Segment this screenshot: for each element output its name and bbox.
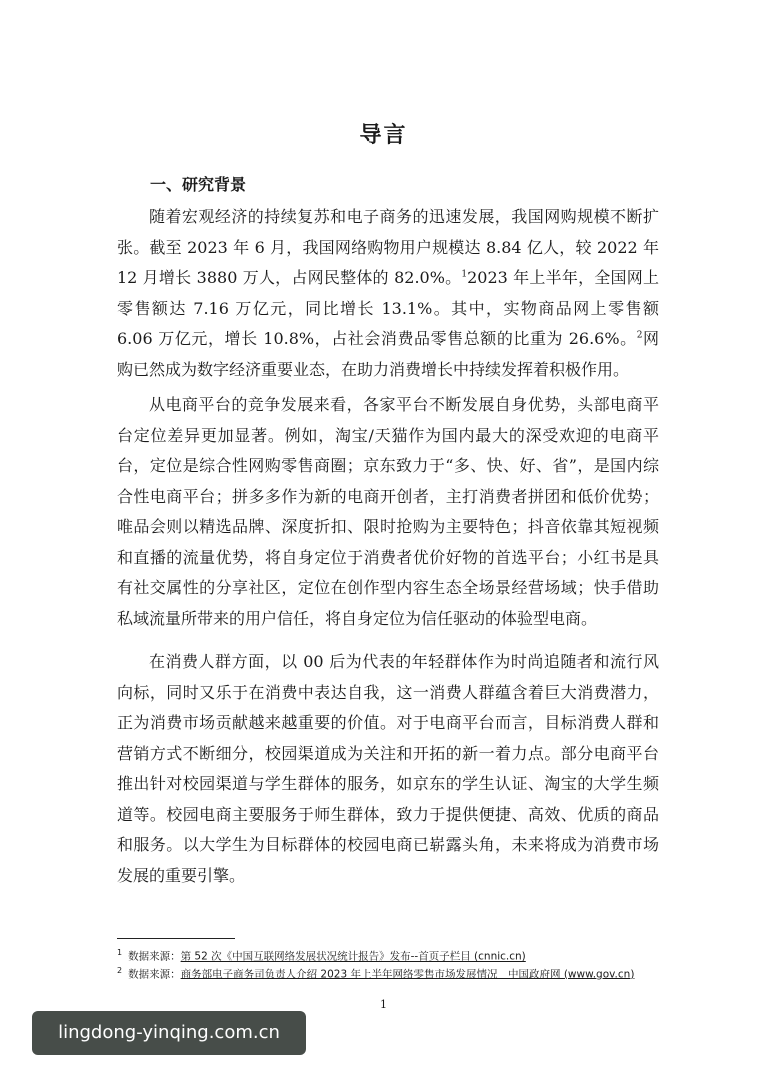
footnote-1-number: 1 [117, 948, 123, 957]
footnote-1 [117, 946, 677, 964]
footnote-1-link[interactable]: 第 52 次《中国互联网络发展状况统计报告》发布--首页子栏目 (cnnic.cn) [180, 950, 526, 963]
footnote-2-prefix: 数据来源： [128, 968, 181, 980]
footnote-divider [117, 938, 235, 939]
paragraph-3-text: 在消费人群方面，以 00 后为代表的年轻群体作为时尚追随者和流行风向标，同时又乐于在消费中表达自我，这一消费人群蕴含着巨大消费潜力，正为消费市场贡献越来越重要的价值。对于电商平台而言，目标消费人群和营销方式不断细分，校园渠道成为关注和开拓的新一着力点。部分电商平台推出针对校园渠道与学生群体的服务，如京东的学生认证、淘宝的大学生频道等。校园电商主要服务于师生群体，致力于提供便捷、高效、优质的商品和服务。以大学生为目标群体的校园电商已崭露头角，未来将成为消费市场发展的重要引擎。 [117, 652, 659, 885]
paragraph-2-text: 从电商平台的竞争发展来看，各家平台不断发展自身优势，头部电商平台定位差异更加显著。例如，淘宝/天猫作为国内最大的深受欢迎的电商平台，定位是综合性网购零售商圈；京东致力于“多、快、好、省”，是国内综合性电商平台；拼多多作为新的电商开创者，主打消费者拼团和低价优势；唯品会则以精选品牌、深度折扣、限时抢购为主要特色；抖音依靠其短视频和直播的流量优势，将自身定位于消费者优价好物的首选平台；小红书是具有社交属性的分享社区，定位在创作型内容生态全场景经营场域；快手借助私域流量所带来的用户信任，将自身定位为信任驱动的体验型电商。 [117, 395, 659, 628]
paragraph-2 [117, 390, 659, 634]
footnote-1-prefix: 数据来源： [128, 950, 181, 963]
footnote-2-number: 2 [117, 965, 123, 975]
paragraph-3 [117, 647, 659, 891]
paragraph-1-part-2: 2023 年上半年，全国网上零售额达 7.16 万亿元，同比增长 13.1%。其中，实物商品网上零售额 6.06 万亿元，增长 10.8%，占社会消费品零售总额的比重为 26.6%。 [117, 268, 659, 348]
page-title: 导言 [359, 122, 408, 148]
footnote-ref-2[interactable]: 2 [636, 330, 643, 341]
watermark-badge: lingdong-yinqing.com.cn [32, 1011, 306, 1055]
footnote-2 [117, 964, 677, 982]
footnotes [117, 946, 677, 981]
footnote-2-link[interactable]: 商务部电子商务司负责人介绍 2023 年上半年网络零售市场发展情况＿中国政府网 (www.gov.cn) [180, 968, 635, 980]
paragraph-1-part-3: 网购已然成为数字经济重要业态，在助力消费增长中持续发挥着积极作用。 [117, 329, 659, 379]
paragraph-1 [117, 202, 659, 385]
page-number: 1 [380, 998, 387, 1011]
paragraph-1-part-1: 随着宏观经济的持续复苏和电子商务的迅速发展，我国网购规模不断扩张。截至 2023 年 6 月，我国网络购物用户规模达 8.84 亿人，较 2022 年 12 月增长 3880 万人，占网民整体的 82.0%。 [117, 207, 659, 287]
section-heading: 一、研究背景 [150, 175, 247, 194]
footnote-ref-1[interactable]: 1 [461, 269, 468, 280]
